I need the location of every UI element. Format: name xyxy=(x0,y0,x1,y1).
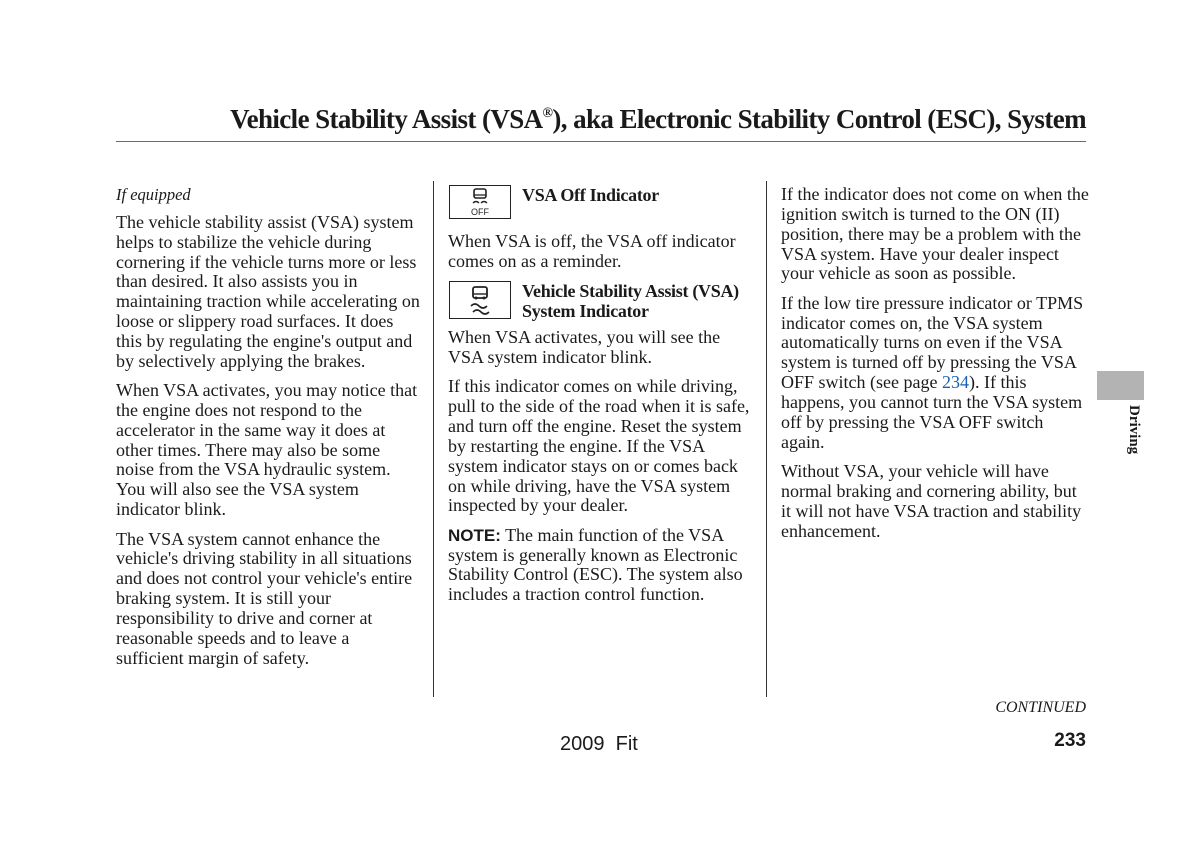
vsa-system-indicator-heading xyxy=(448,281,754,325)
column-2 xyxy=(448,185,754,615)
page-234-link[interactable]: 234 xyxy=(941,372,969,393)
indicator-not-on-paragraph: If the indicator does not come on when the ignition switch is turned to the ON (II) position, there may be a problem with the VSA system. Have your dealer inspect your vehicle as soon as possible. xyxy=(781,184,1089,284)
vsa-off-indicator-text: When VSA is off, the VSA off indicator comes on as a reminder. xyxy=(448,231,736,271)
continued-label: CONTINUED xyxy=(995,699,1086,716)
vsa-off-indicator-title: VSA Off Indicator xyxy=(522,185,659,205)
vsa-system-indicator-title: Vehicle Stability Assist (VSA) System Indicator xyxy=(522,281,739,322)
footer-model: 2009 Fit xyxy=(560,733,638,755)
if-equipped-note: If equipped xyxy=(116,185,191,204)
column-3 xyxy=(781,185,1091,551)
indicator-comes-on-paragraph: If this indicator comes on while driving, pull to the side of the road when it is safe, and turn off the engine. Reset the system by restarting the engine. If the VSA system indicator stays on or comes back on while driving, have the VSA system inspected by your dealer. xyxy=(448,376,750,516)
registered-mark: ® xyxy=(542,106,553,121)
without-vsa-paragraph: Without VSA, your vehicle will have normal braking and cornering ability, but it will not have VSA traction and stability enhancement. xyxy=(781,460,1082,541)
vsa-intro-paragraph: The vehicle stability assist (VSA) system helps to stabilize the vehicle during cornering if the vehicle turns more or less than desired. It also assists you in maintaining traction while accelerating on loose or slippery road surfaces. It does this by regulating the engine's output and by selectively applying the brakes. xyxy=(116,211,420,371)
vsa-system-icon xyxy=(449,281,511,319)
page-number: 233 xyxy=(1054,730,1086,751)
vsa-activates-paragraph: When VSA activates, you may notice that the engine does not respond to the accelerator in the same way it does at other times. There may also be some noise from the VSA hydraulic system. You will also see the VSA system indicator blink. xyxy=(116,380,418,520)
vsa-off-icon xyxy=(449,185,511,219)
column-divider-2 xyxy=(766,181,767,697)
note-label: NOTE: xyxy=(448,525,501,545)
vsa-off-indicator-heading xyxy=(448,185,754,223)
title-rule xyxy=(116,141,1086,142)
vsa-system-indicator-text: When VSA activates, you will see the VSA system indicator blink. xyxy=(448,327,721,368)
tpms-paragraph: If the low tire pressure indicator or TPMS indicator comes on, the VSA system automatically turns on even if the VSA system is turned off by pressing the VSA OFF switch (see page 234). If this happens, you cannot turn the VSA system off by pressing the VSA OFF switch again. xyxy=(781,292,1084,452)
section-tab xyxy=(1097,371,1144,400)
page-title: Vehicle Stability Assist (VSA®), aka Electronic Stability Control (ESC), System xyxy=(230,104,1086,134)
column-divider-1 xyxy=(433,181,434,697)
note-paragraph: NOTE: The main function of the VSA system is generally known as Electronic Stability Control (ESC). The system also includes a traction control function. xyxy=(448,524,743,605)
svg-text:OFF: OFF xyxy=(471,207,489,217)
section-label: Driving xyxy=(1126,405,1142,455)
column-1 xyxy=(116,185,421,678)
vsa-limits-paragraph: The VSA system cannot enhance the vehicle's driving stability in all situations and does not control your vehicle's entire braking system. It is still your responsibility to drive and corner at reasonable speeds and to leave a sufficient margin of safety. xyxy=(116,528,413,668)
